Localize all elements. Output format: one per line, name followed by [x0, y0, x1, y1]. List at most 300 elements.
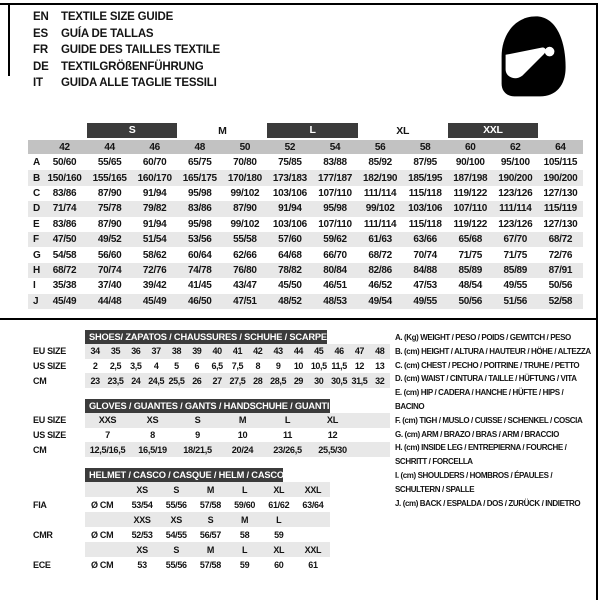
helmet-size-value: 52/53 [131, 529, 153, 540]
legend-item: A. (Kg) WEIGHT / PESO / POIDS / GEWITCH / PESO [395, 333, 571, 342]
measurement-row [28, 170, 583, 185]
size-value: 10,5 [310, 361, 327, 372]
right-border-rule [596, 3, 598, 600]
left-border-rule [8, 3, 10, 76]
measurement-row [28, 155, 583, 170]
size-value: 59/62 [323, 234, 347, 246]
helmet-size-value: 57/58 [199, 499, 221, 510]
helmet-size-value: 53 [137, 559, 147, 570]
size-value: 91/94 [142, 218, 167, 230]
size-value: 83/86 [52, 218, 77, 230]
guide-title: GUIDA ALLE TAGLIE TESSILI [61, 77, 217, 90]
size-value: 111/114 [363, 218, 397, 230]
size-value: 2,5 [109, 361, 122, 372]
helmet-size-label: XXS [133, 514, 151, 525]
size-value: 47/53 [413, 280, 437, 292]
size-value: 95/98 [323, 203, 347, 215]
helmet-size-label: S [207, 514, 214, 525]
section-divider-rule [0, 318, 598, 320]
row-label: G [33, 249, 41, 261]
language-row [33, 42, 220, 59]
size-value: 48/53 [323, 295, 347, 307]
size-number: 46 [149, 141, 160, 153]
row-label: J [33, 295, 39, 307]
size-value: 74/78 [188, 264, 212, 276]
shoes-row [28, 359, 390, 374]
size-value: 78/82 [278, 264, 302, 276]
measurement-row [28, 217, 583, 232]
size-value: 95/98 [188, 187, 212, 199]
size-value: 127/130 [543, 187, 578, 199]
helmet-data-row [28, 497, 390, 512]
size-value: 115/118 [408, 218, 442, 230]
helmet-table-title: HELMET / CASCO / CASQUE / HELM / CASCO [85, 468, 283, 482]
gloves-table-title: GLOVES / GUANTES / GANTS / HANDSCHUHE / GUANTI [85, 399, 330, 413]
helmet-size-label: L [242, 544, 248, 555]
size-value: 39 [192, 346, 202, 357]
helmet-size-value: 60 [274, 559, 284, 570]
size-number: 42 [59, 141, 70, 153]
size-value: 50/56 [458, 295, 482, 307]
helmet-size-label: XS [136, 544, 148, 555]
size-value: 6 [194, 361, 200, 372]
size-value: 155/165 [92, 172, 127, 184]
size-value: 68/72 [52, 264, 77, 276]
value-strip [85, 428, 390, 443]
size-value: 48/52 [278, 295, 302, 307]
helmet-size-value: 57/58 [199, 559, 221, 570]
size-value: 25,5 [168, 375, 185, 386]
value-strip [85, 413, 390, 428]
size-value: 71/75 [503, 249, 528, 261]
size-value: 51/56 [503, 295, 528, 307]
size-value: 85/92 [368, 157, 392, 169]
size-value: 107/110 [318, 218, 352, 230]
row-label: A [33, 157, 40, 169]
helmet-size-value: 55/56 [165, 499, 187, 510]
size-value: 37 [151, 346, 161, 357]
helmet-size-value: 58 [239, 529, 250, 540]
size-value: 10 [293, 361, 304, 372]
size-value: 185/195 [408, 172, 443, 184]
size-value: 83/88 [323, 157, 347, 169]
size-value: 61/63 [368, 234, 392, 246]
size-group-xl: XL [396, 125, 410, 137]
helmet-size-value: 59 [274, 529, 284, 540]
size-value: 30 [314, 375, 324, 386]
size-value: 63/66 [413, 234, 437, 246]
legend-item: E. (cm) HIP / CADERA / HANCHE / HÜFTE / HIPS / BACINO [395, 388, 564, 411]
size-value: 87/90 [97, 187, 122, 199]
measurement-row [28, 263, 583, 278]
size-value: 60/64 [188, 249, 212, 261]
size-value: 105/115 [543, 157, 578, 169]
helmet-size-value: 63/64 [302, 499, 324, 510]
size-number: 56 [374, 141, 386, 153]
size-number: 58 [419, 141, 431, 153]
size-value: 55/65 [97, 157, 122, 169]
size-number: 60 [464, 141, 476, 153]
helmet-size-row [28, 512, 390, 527]
size-value: 82/86 [368, 264, 392, 276]
shoes-row [28, 344, 390, 359]
size-number-row [28, 140, 583, 154]
size-value: 83/86 [52, 187, 77, 199]
size-value: 85/89 [503, 264, 528, 276]
size-value: 58/62 [142, 249, 167, 261]
guide-title: TEXTILGRÖßENFÜHRUNG [61, 60, 204, 73]
gloves-row [28, 413, 390, 428]
gloves-size-table [28, 399, 390, 457]
legend-item: J. (cm) BACK / ESPALDA / DOS / ZURÜCK / INDIETRO [395, 498, 581, 508]
size-value: 23 [90, 375, 100, 386]
standard-label: FIA [33, 499, 47, 510]
size-number: 52 [284, 141, 296, 153]
value-strip [85, 482, 330, 497]
value-strip [85, 557, 330, 572]
size-value: 71/75 [458, 249, 482, 261]
size-value: 107/110 [453, 203, 487, 215]
language-row [33, 9, 220, 26]
size-value: 55/58 [233, 234, 257, 246]
size-value: 11,5 [331, 361, 347, 372]
top-border-rule [0, 3, 598, 5]
size-value: 95/98 [188, 218, 212, 230]
size-value: 45/49 [52, 295, 77, 307]
size-value: 41 [232, 346, 243, 357]
size-value: 28 [253, 375, 263, 386]
guide-title: TEXTILE SIZE GUIDE [61, 11, 174, 24]
value-strip [85, 344, 390, 359]
size-value: 68/72 [368, 249, 392, 261]
size-value: 173/183 [272, 172, 307, 184]
size-value: 65/75 [188, 157, 212, 169]
size-value: 47/50 [52, 234, 77, 246]
size-value: 48 [375, 346, 385, 357]
size-value: 87/91 [548, 264, 573, 276]
size-value: 66/70 [323, 249, 347, 261]
size-value: 49/54 [368, 295, 392, 307]
row-label: US SIZE [33, 361, 66, 372]
size-value: 45/49 [142, 295, 167, 307]
helmet-size-row [28, 542, 390, 557]
size-number: 48 [194, 141, 206, 153]
size-value: 190/200 [543, 172, 578, 184]
language-code: FR [33, 44, 48, 57]
size-value: 51/54 [142, 234, 167, 246]
size-value: 6,5 [211, 361, 223, 372]
size-value: 79/82 [142, 203, 167, 215]
helmet-size-label: L [242, 484, 248, 495]
helmet-size-value: 55/56 [165, 559, 187, 570]
size-value: 23/26,5 [273, 444, 302, 455]
size-group-s: S [87, 123, 177, 138]
helmet-size-value: 61 [308, 559, 318, 570]
size-group-xxl: XXL [448, 123, 538, 138]
helmet-size-value: 61/62 [268, 499, 290, 510]
size-value: S [194, 415, 201, 426]
size-value: 75/78 [97, 203, 122, 215]
helmet-icon [492, 9, 572, 107]
size-value: 119/122 [453, 218, 487, 230]
size-value: 16,5/19 [138, 444, 167, 455]
size-value: 190/200 [498, 172, 533, 184]
size-value: 87/90 [233, 203, 257, 215]
size-value: 5 [174, 361, 179, 372]
size-value: 30,5 [331, 375, 348, 386]
helmet-size-label: XL [273, 484, 285, 495]
size-value: 12 [327, 430, 338, 441]
size-value: 103/106 [408, 203, 443, 215]
shoes-size-table [28, 330, 390, 388]
size-value: 27 [212, 375, 222, 386]
size-value: 41/45 [188, 280, 212, 292]
helmet-size-value: 54/55 [165, 529, 187, 540]
helmet-size-label: XS [136, 484, 148, 495]
size-value: 46/50 [188, 295, 212, 307]
measurement-row [28, 247, 583, 262]
size-value: 115/118 [408, 187, 442, 199]
size-group-row [28, 121, 583, 138]
size-value: XS [146, 415, 159, 426]
helmet-size-row [28, 482, 390, 497]
size-number: 44 [104, 141, 115, 153]
size-value: 37/40 [97, 280, 122, 292]
size-value: 115/119 [543, 203, 577, 215]
language-row [33, 75, 220, 92]
size-group-m: M [218, 125, 227, 137]
helmet-table-rows [28, 482, 390, 572]
helmet-size-value: 59 [239, 559, 250, 570]
size-value: 9 [275, 361, 281, 372]
size-value: 46/51 [323, 280, 347, 292]
gloves-row [28, 428, 390, 443]
legend-item: B. (cm) HEIGHT / ALTURA / HAUTEUR / HÖHE / ALTEZZA [395, 346, 591, 356]
size-value: 165/175 [182, 172, 217, 184]
row-label: CM [33, 375, 47, 386]
helmet-size-table [28, 468, 390, 572]
row-label: D [33, 203, 40, 215]
row-label: I [33, 280, 36, 292]
size-value: 50/60 [52, 157, 77, 169]
size-value: 20/24 [231, 444, 254, 455]
size-value: 50/56 [548, 280, 573, 292]
size-value: 43 [273, 346, 283, 357]
size-value: 7 [105, 430, 110, 441]
helmet-size-value: 56/57 [199, 529, 221, 540]
language-row [33, 26, 220, 43]
helmet-size-label: L [276, 514, 282, 525]
size-value: 38 [171, 346, 182, 357]
size-value: XL [326, 415, 339, 426]
size-value: 111/114 [499, 203, 532, 215]
helmet-data-row [28, 527, 390, 542]
helmet-size-value: 53/54 [131, 499, 153, 510]
measurement-row [28, 186, 583, 201]
legend-item: F. (cm) TIGH / MUSLO / CUISSE / SCHENKEL / COSCIA [395, 415, 583, 425]
size-value: 3,5 [130, 361, 142, 372]
size-value: 177/187 [317, 172, 353, 184]
size-value: 44/48 [97, 295, 122, 307]
size-value: 90/100 [455, 157, 485, 169]
row-label: F [33, 234, 39, 246]
shoes-row [28, 373, 390, 388]
size-value: 2 [92, 361, 98, 372]
size-value: 18/21,5 [183, 444, 212, 455]
size-value: 64/68 [278, 249, 302, 261]
language-code: DE [33, 60, 49, 73]
size-value: 123/126 [498, 218, 533, 230]
size-value: 123/126 [498, 187, 533, 199]
size-value: 35/38 [52, 280, 77, 292]
legend-item: D. (cm) WAIST / CINTURA / TAILLE / HÜFTUNG / VITA [395, 374, 577, 384]
size-value: 103/106 [272, 187, 307, 199]
helmet-size-label: M [206, 544, 215, 555]
row-label: B [33, 172, 40, 184]
size-value: 87/95 [413, 157, 437, 169]
helmet-size-value: 59/60 [234, 499, 256, 510]
size-value: 48/54 [458, 280, 482, 292]
language-row [33, 59, 220, 76]
value-strip [85, 442, 390, 457]
size-value: 170/180 [227, 172, 262, 184]
size-value: 84/88 [413, 264, 437, 276]
value-strip [85, 373, 390, 388]
value-strip [85, 512, 330, 527]
row-label: EU SIZE [33, 415, 66, 426]
size-value: 85/89 [458, 264, 482, 276]
measurement-row [28, 232, 583, 247]
size-value: 76/80 [233, 264, 257, 276]
size-value: 127/130 [543, 218, 578, 230]
size-value: 91/94 [278, 203, 302, 215]
size-value: 70/74 [413, 249, 437, 261]
size-value: 11 [282, 430, 293, 441]
size-value: 49/55 [503, 280, 528, 292]
size-value: 99/102 [230, 218, 260, 230]
size-number: 62 [510, 141, 521, 153]
helmet-data-row [28, 557, 390, 572]
size-value: 57/60 [278, 234, 302, 246]
size-value: 62/66 [233, 249, 257, 261]
size-value: 43/47 [233, 280, 257, 292]
guide-title: GUÍA DE TALLAS [61, 27, 154, 40]
size-value: 99/102 [365, 203, 395, 215]
helmet-size-label: S [173, 544, 180, 555]
helmet-size-label: M [241, 514, 249, 525]
size-value: 95/100 [500, 157, 530, 169]
size-value: 31,5 [351, 375, 368, 386]
size-value: 12,5/16,5 [89, 444, 126, 455]
legend-item: G. (cm) ARM / BRAZO / BRAS / ARM / BRACCIO [395, 429, 559, 439]
diameter-unit: Ø CM [91, 499, 114, 510]
size-value: 52/58 [548, 295, 573, 307]
size-value: 4 [153, 361, 159, 372]
size-value: 8 [255, 361, 261, 372]
gloves-table-rows [28, 413, 390, 457]
size-value: 49/52 [97, 234, 122, 246]
size-value: 45/50 [278, 280, 302, 292]
size-value: 23,5 [107, 375, 124, 386]
size-value: 182/190 [363, 172, 398, 184]
size-value: 7,5 [231, 361, 244, 372]
helmet-size-label: XL [273, 544, 285, 555]
size-value: 28,5 [270, 375, 287, 386]
size-value: 44 [293, 346, 304, 357]
size-value: 67/70 [503, 234, 528, 246]
size-value: 87/90 [97, 218, 122, 230]
size-value: 29 [293, 375, 304, 386]
measurement-legend [395, 331, 597, 510]
size-value: 47 [354, 346, 365, 357]
size-value: 103/106 [272, 218, 307, 230]
size-value: 13 [375, 361, 385, 372]
size-value: 53/56 [188, 234, 212, 246]
size-value: 70/74 [97, 264, 122, 276]
size-value: 24,5 [148, 375, 165, 386]
size-value: 24 [131, 375, 141, 386]
standard-label: ECE [33, 559, 51, 570]
textile-size-table [28, 121, 583, 309]
size-value: 187/198 [453, 172, 488, 184]
size-value: 54/58 [52, 249, 77, 261]
row-label: E [33, 218, 40, 230]
diameter-unit: Ø CM [91, 529, 114, 540]
value-strip [85, 527, 330, 542]
measurement-row [28, 278, 583, 293]
shoes-table-title: SHOES/ ZAPATOS / CHAUSSURES / SCHUHE / SCARPE [85, 330, 327, 344]
size-value: 46 [334, 346, 344, 357]
size-value: 34 [90, 346, 100, 357]
size-value: 80/84 [323, 264, 347, 276]
size-value: 26 [192, 375, 202, 386]
size-value: 40 [212, 346, 222, 357]
helmet-size-label: XS [170, 514, 182, 525]
value-strip [85, 359, 390, 374]
size-value: 72/76 [548, 249, 573, 261]
size-value: 25,5/30 [318, 444, 347, 455]
shoes-table-rows [28, 344, 390, 388]
size-value: 46/52 [368, 280, 392, 292]
row-label: CM [33, 444, 47, 455]
legend-item: H. (cm) INSIDE LEG / ENTREPIERNA / FOURCHE / SCHRITT / FORCELLA [395, 443, 567, 467]
size-number: 50 [239, 141, 251, 153]
size-value: 107/110 [318, 187, 352, 199]
size-value: 150/160 [47, 172, 82, 184]
value-strip [85, 542, 330, 557]
guide-title: GUIDE DES TAILLES TEXTILE [61, 44, 220, 57]
size-value: 71/74 [52, 203, 77, 215]
helmet-size-label: M [206, 484, 215, 495]
size-value: 68/72 [548, 234, 573, 246]
size-value: 8 [150, 430, 155, 441]
value-strip [85, 497, 330, 512]
row-label: EU SIZE [33, 346, 66, 357]
size-value: 70/80 [233, 157, 257, 169]
size-value: 91/94 [142, 187, 167, 199]
measurement-row [28, 201, 583, 216]
size-group-l: L [267, 123, 357, 138]
language-code: IT [33, 77, 43, 90]
size-value: M [238, 415, 247, 426]
size-value: 27,5 [229, 375, 246, 386]
size-value: 12 [354, 361, 365, 372]
gloves-row [28, 442, 390, 457]
language-title-list [33, 9, 220, 92]
size-value: 72/76 [142, 264, 167, 276]
size-value: 47/51 [233, 295, 257, 307]
size-number: 54 [329, 141, 341, 153]
